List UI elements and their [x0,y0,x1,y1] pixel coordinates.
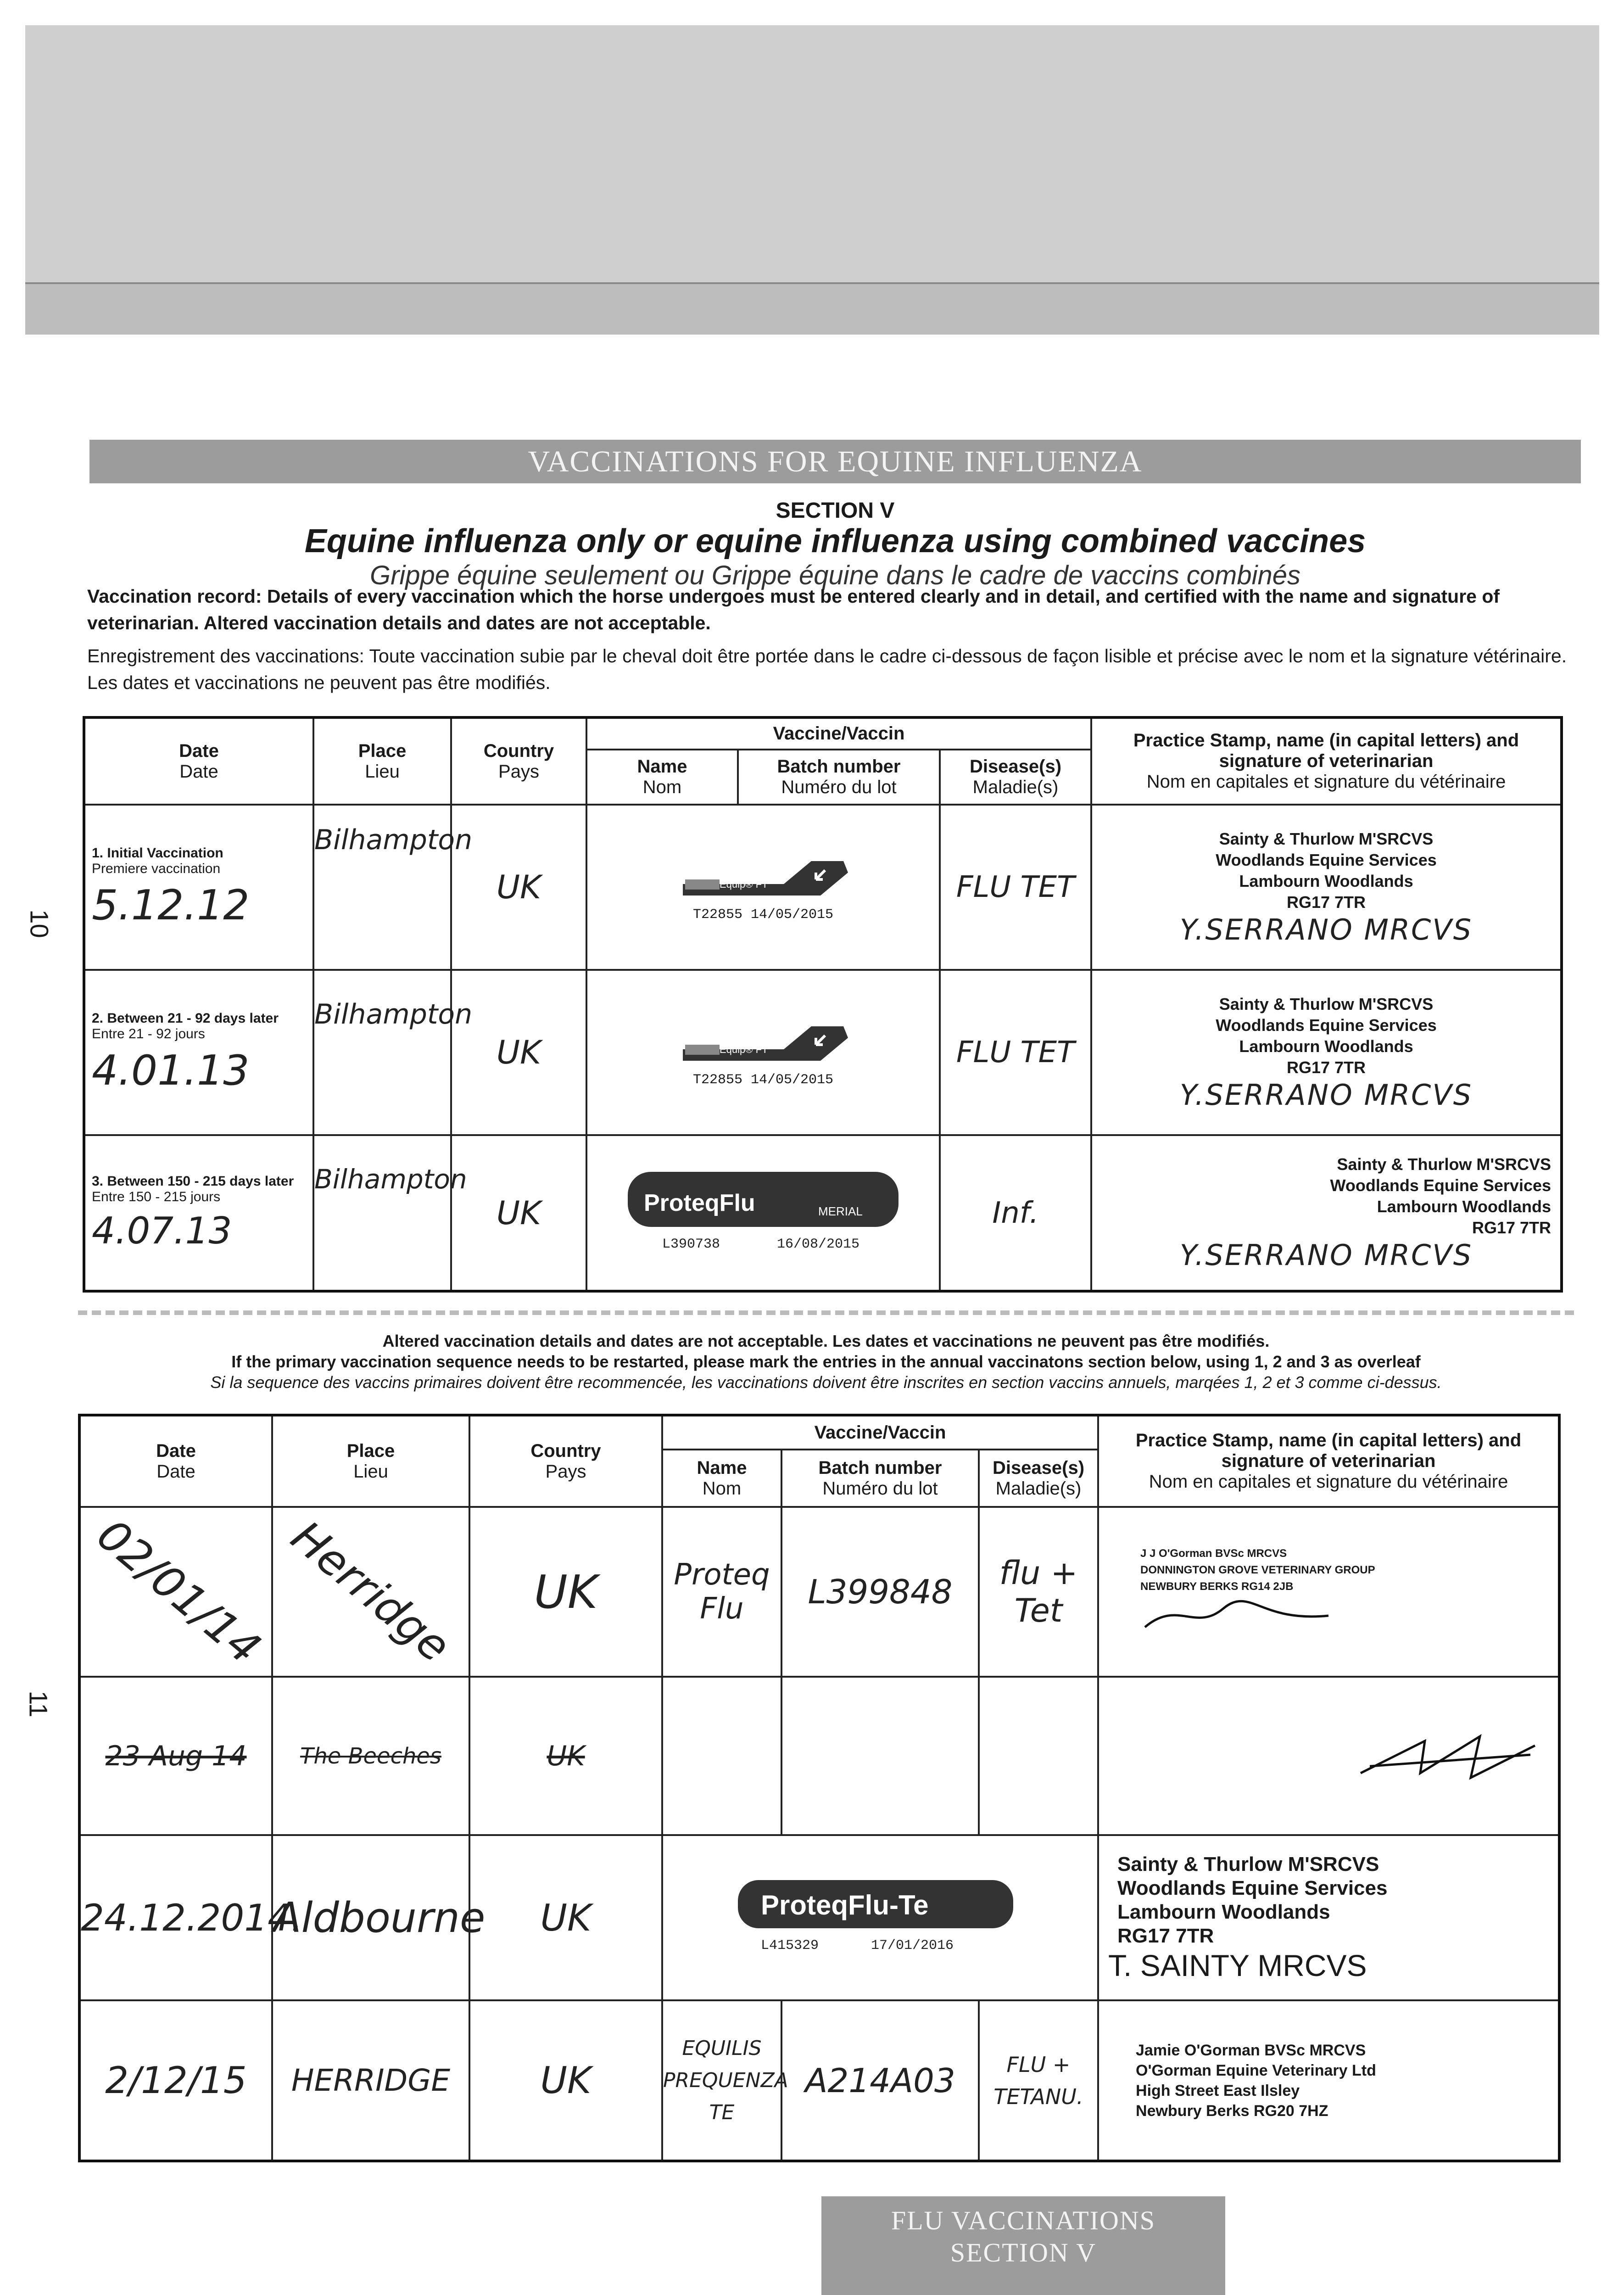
disease-cell [979,1677,1098,1835]
stamp-cell [1098,1835,1559,2000]
table-row [79,2000,1559,2161]
record-instructions-en: Vaccination record: Details of every vaccination which the horse undergoes must be entered clearly and in detail, and certified with the name and signature of veterinarian. Altered vaccination details and dates are not acceptable. [87,586,1500,633]
col-disease: Disease(s) Maladie(s) [979,1450,1098,1507]
vaccine-sticker [586,970,940,1135]
page-title: Equine influenza only or equine influenza using combined vaccines [304,523,1366,560]
place-cell: Bilhampton [313,805,451,970]
vaccine-sticker [586,805,940,970]
col-place: Place Lieu [272,1415,469,1507]
disease-cell: Inf. [940,1135,1091,1291]
proteqflu-label-text: ProteqFlu [644,1189,755,1216]
proteqflu-label [625,1167,901,1259]
proteqflu-expiry-text: 16/08/2015 [777,1236,860,1252]
place-cell: Bilhampton [313,970,451,1135]
col-batch: Batch number Numéro du lot [738,750,940,805]
col-date: Date Date [84,717,313,805]
col-stamp: Practice Stamp, name (in capital letters) and signature of veterinarian Nom en capitales et signature du vétérinaire [1091,717,1562,805]
batch-cell [781,1677,979,1835]
equip-ft-label-text: Equip® FT [720,1044,768,1055]
batch-cell: A214A03 [781,2000,979,2161]
practice-stamp: Sainty & Thurlow M'SRCVS Woodlands Equine Services Lambourn Woodlands RG17 7TR [1216,829,1437,912]
restart-sequence-note-fr: Si la sequence des vaccins primaires doivent être recommencée, les vaccinations doivent être inscrites en section vaccins annuels, marqées 1, 2 et 3 comme ci-dessus. [210,1373,1442,1392]
stamp-cell [1091,1135,1562,1291]
practice-stamp: Sainty & Thurlow M'SRCVS Woodlands Equine Services Lambourn Woodlands RG17 7TR [1216,994,1437,1077]
date-cell: 02/01/14 [79,1507,272,1677]
disease-cell: FLU + TETANU. [979,2000,1098,2161]
country-cell: UK [469,1677,662,1835]
col-country: Country Pays [451,717,586,805]
table-row [79,1677,1559,1835]
restart-sequence-note: If the primary vaccination sequence needs to be restarted, please mark the entries in the annual vaccinatons section below, using 1, 2 and 3 as overleaf [231,1352,1421,1371]
handwritten-date: 5.12.12 [92,881,250,929]
equip-ft-label [674,1017,853,1072]
col-vaccine: Vaccine/Vaccin [586,717,1091,750]
date-cell: 1. Initial Vaccination Premiere vaccination 5.12.12 [84,805,313,970]
place-cell: The Beeches [272,1677,469,1835]
section-label: SECTION V [776,498,895,523]
practice-stamp: Sainty & Thurlow M'SRCVS Woodlands Equine Services Lambourn Woodlands RG17 7TR [1330,1155,1551,1237]
country-cell: UK [469,1835,662,2000]
practice-stamp: J J O'Gorman BVSc MRCVS DONNINGTON GROVE VETERINARY GROUP NEWBURY BERKS RG14 2JB [1140,1547,1375,1593]
place-cell: Bilhampton [313,1135,451,1291]
vaccine-sticker [662,1835,1098,2000]
table-row [84,805,1562,970]
annual-vaccination-table [78,1414,1561,2162]
vet-name-stamp: T. SAINTY MRCVS [1108,1948,1367,1982]
col-stamp: Practice Stamp, name (in capital letters) and signature of veterinarian Nom en capitales et signature du vétérinaire [1098,1415,1559,1507]
place-cell: HERRIDGE [272,2000,469,2161]
equip-ft-label-badge [685,1045,720,1055]
stamp-cell [1098,1507,1559,1677]
stamp-cell [1091,970,1562,1135]
col-name: Name Nom [662,1450,781,1507]
name-cell: Proteq Flu [662,1507,781,1677]
practice-stamp: Jamie O'Gorman BVSc MRCVS O'Gorman Equine Veterinary Ltd High Street East Ilsley Newbury Berks RG20 7HZ [1136,2041,1376,2120]
col-place: Place Lieu [313,717,451,805]
table-row [84,1135,1562,1291]
practice-stamp: Sainty & Thurlow M'SRCVS Woodlands Equine Services Lambourn Woodlands RG17 7TR [1117,1853,1388,1947]
table-row [79,1835,1559,2000]
batch-number: T22855 14/05/2015 [692,907,834,923]
batch-number: T22855 14/05/2015 [692,1072,834,1088]
handwritten-date: 4.01.13 [92,1046,250,1095]
date-cell: 3. Between 150 - 215 days later Entre 150 - 215 jours 4.07.13 [84,1135,313,1291]
vaccine-sticker [586,1135,940,1291]
handwritten-date: 4.07.13 [92,1209,232,1252]
vet-signature: Y.SERRANO MRCVS [1179,1238,1473,1272]
proteqflu-brand-text: MERIAL [818,1204,863,1218]
country-cell: UK [451,805,586,970]
footer-tab: FLU VACCINATIONS SECTION V [821,2196,1225,2295]
page-number-left: 10 [25,909,54,938]
place-cell: Herridge [272,1507,469,1677]
vet-signature [1351,1723,1544,1787]
date-cell: 2. Between 21 - 92 days later Entre 21 - 92 jours 4.01.13 [84,970,313,1135]
date-cell: 24.12.2014. [79,1835,272,2000]
record-instructions-fr: Enregistrement des vaccinations: Toute vaccination subie par le cheval doit être portée dans le cadre ci-dessous de façon lisible et précise avec le nom et la signature vétérinaire. Les dates et vaccinations ne peuvent pas être modifiés. [87,645,1567,693]
table-row [84,970,1562,1135]
proteqflu-te-expiry-text: 17/01/2016 [871,1937,954,1954]
vet-signature [1140,1595,1333,1636]
country-cell: UK [451,1135,586,1291]
vet-signature: Y.SERRANO MRCVS [1179,912,1473,946]
proteqflu-te-batch-text: L415329 [761,1937,819,1954]
vet-signature: Y.SERRANO MRCVS [1179,1078,1473,1112]
date-cell: 23 Aug 14 [79,1677,272,1835]
page-number-right: 11 [24,1690,53,1718]
name-cell: EQUILIS PREQUENZA TE [662,2000,781,2161]
col-country: Country Pays [469,1415,662,1507]
proteqflu-te-label-text: ProteqFlu-Te [761,1889,929,1920]
place-cell: Aldbourne [272,1835,469,2000]
table-row [79,1507,1559,1677]
page-title-fr: Grippe équine seulement ou Grippe équine dans le cadre de vaccins combinés [369,560,1301,590]
page-fold-edge [25,282,1599,335]
col-disease: Disease(s) Maladie(s) [940,750,1091,805]
disease-cell: FLU TET [940,970,1091,1135]
previous-page-shadow [25,25,1599,282]
col-name: Name Nom [586,750,738,805]
equip-ft-label [674,852,853,907]
section-banner: VACCINATIONS FOR EQUINE INFLUENZA [89,440,1581,483]
col-batch: Batch number Numéro du lot [781,1450,979,1507]
disease-cell: flu + Tet [979,1507,1098,1677]
stamp-cell [1091,805,1562,970]
page-tear-line [78,1310,1574,1329]
stamp-cell [1098,1677,1559,1835]
batch-cell: L399848 [781,1507,979,1677]
country-cell: UK [451,970,586,1135]
proteqflu-te-label [733,1873,1027,1960]
country-cell: UK [469,2000,662,2161]
proteqflu-batch-text: L390738 [662,1236,720,1252]
stamp-cell [1098,2000,1559,2161]
altered-details-note: Altered vaccination details and dates are not acceptable. Les dates et vaccinations ne peuvent pas être modifiés. [382,1332,1270,1350]
primary-vaccination-table [83,716,1563,1293]
col-date: Date Date [79,1415,272,1507]
name-cell [662,1677,781,1835]
equip-ft-label-badge [685,879,720,890]
country-cell: UK [469,1507,662,1677]
disease-cell: FLU TET [940,805,1091,970]
date-cell: 2/12/15 [79,2000,272,2161]
equip-ft-label-text: Equip® FT [720,879,768,890]
col-vaccine: Vaccine/Vaccin [662,1415,1098,1450]
